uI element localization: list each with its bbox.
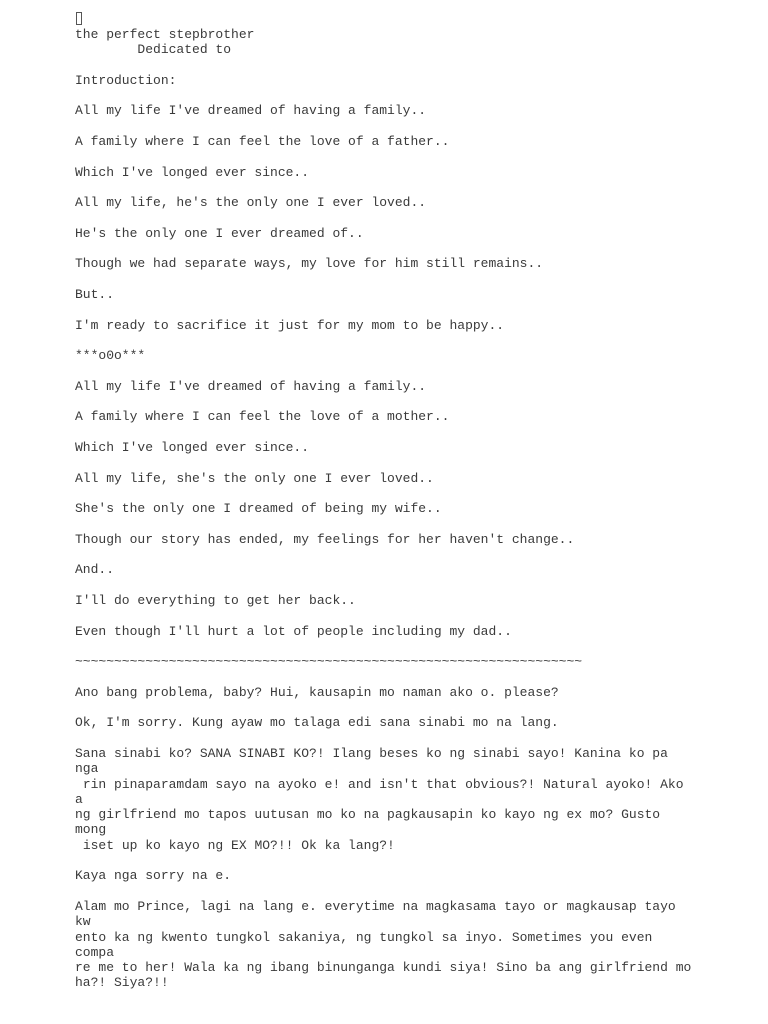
section-divider: ***o0o*** xyxy=(75,348,146,364)
tilde-separator: ~~~~~~~~~~~~~~~~~~~~~~~~~~~~~~~~~~~~~~~~~~~~~~~~~~~~~~~~~~~~~~~~~ xyxy=(75,654,583,670)
paragraph: Which I've longed ever since.. xyxy=(75,164,310,180)
paragraph: He's the only one I ever dreamed of.. xyxy=(75,225,364,241)
dedication-line: Dedicated to xyxy=(75,42,232,58)
dialogue-paragraph: Kaya nga sorry na e. xyxy=(75,868,232,884)
introduction-heading: Introduction: xyxy=(75,72,177,88)
dialogue-paragraph: Ano bang problema, baby? Hui, kausapin mo naman ako o. please? xyxy=(75,684,559,700)
missing-glyph-icon xyxy=(76,12,82,25)
paragraph: A family where I can feel the love of a father.. xyxy=(75,134,450,150)
dialogue-paragraph: Ok, I'm sorry. Kung ayaw mo talaga edi sana sinabi mo na lang. xyxy=(75,715,559,731)
paragraph: A family where I can feel the love of a mother.. xyxy=(75,409,450,425)
paragraph: But.. xyxy=(75,287,115,303)
document-title: the perfect stepbrother xyxy=(75,27,255,42)
paragraph: I'll do everything to get her back.. xyxy=(75,592,356,608)
paragraph: All my life I've dreamed of having a family.. xyxy=(75,378,427,394)
document-page xyxy=(75,12,695,1006)
paragraph: Though we had separate ways, my love for him still remains.. xyxy=(75,256,544,272)
paragraph: All my life, he's the only one I ever loved.. xyxy=(75,195,427,211)
paragraph: She's the only one I dreamed of being my wife.. xyxy=(75,501,442,517)
dialogue-paragraph: Sana sinabi ko? SANA SINABI KO?! Ilang beses ko ng sinabi sayo! Kanina ko pa nga rin pinaparamdam sayo na ayoko e! and isn't that obvious?! Natural ayoko! Ako a ng girlfriend mo tapos uutusan mo ko na pagkausapin ko kayo ng ex mo? Gusto mong iset up ko kayo ng EX MO?!! Ok ka lang?! xyxy=(75,745,684,853)
paragraph: All my life I've dreamed of having a family.. xyxy=(75,103,427,119)
paragraph: Which I've longed ever since.. xyxy=(75,440,310,456)
paragraph: I'm ready to sacrifice it just for my mom to be happy.. xyxy=(75,317,505,333)
dialogue-paragraph: Alam mo Prince, lagi na lang e. everytime na magkasama tayo or magkausap tayo kw ento ka ng kwento tungkol sakaniya, ng tungkol sa inyo. Sometimes you even compa re me to her! Wala ka ng ibang binunganga kundi siya! Sino ba ang girlfriend mo ha?! Siya?!! xyxy=(75,898,692,991)
paragraph: Even though I'll hurt a lot of people including my dad.. xyxy=(75,623,512,639)
paragraph: And.. xyxy=(75,562,115,578)
paragraph: Though our story has ended, my feelings for her haven't change.. xyxy=(75,531,575,547)
paragraph: All my life, she's the only one I ever loved.. xyxy=(75,470,434,486)
